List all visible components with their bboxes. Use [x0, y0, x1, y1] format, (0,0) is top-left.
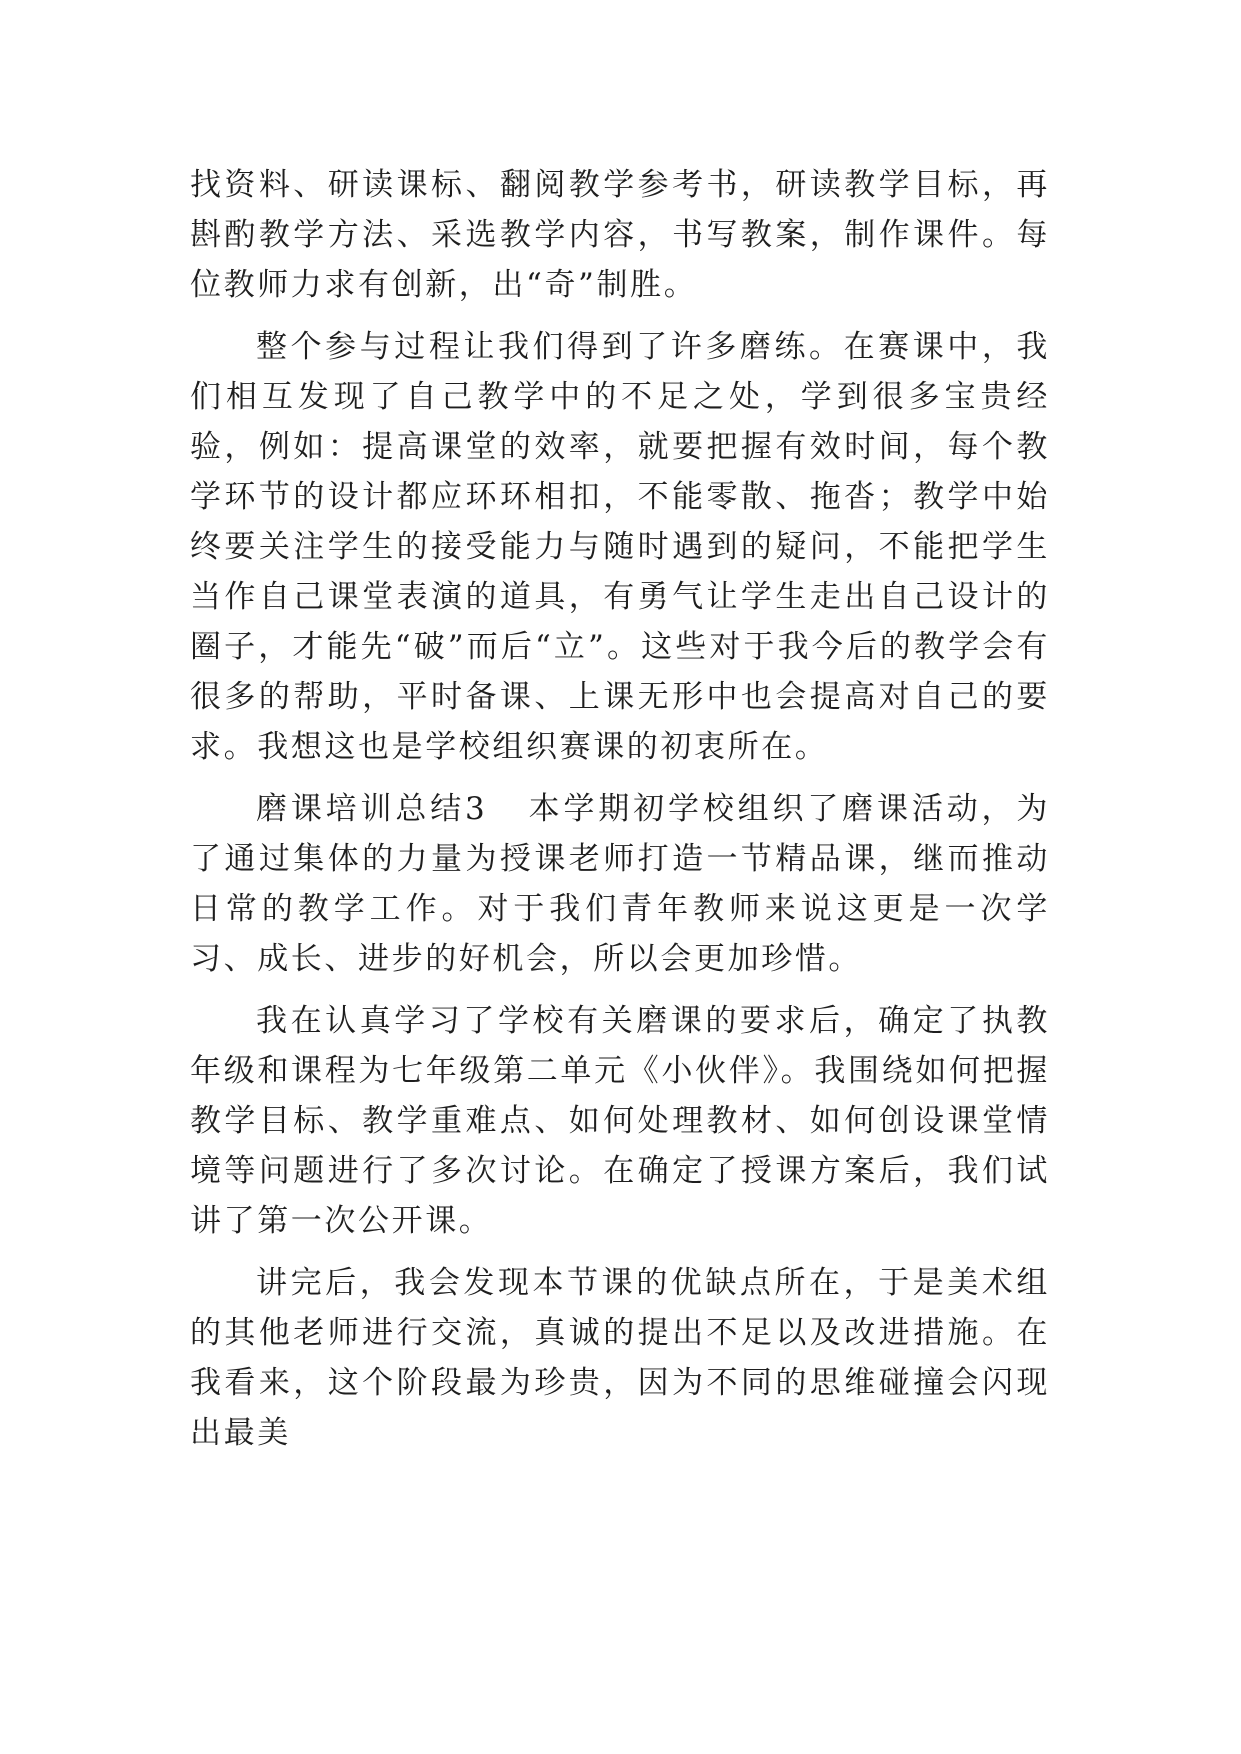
paragraph-5: 讲完后，我会发现本节课的优缺点所在，于是美术组的其他老师进行交流，真诚的提出不足以及改进措施。在我看来，这个阶段最为珍贵，因为不同的思维碰撞会闪现出最美: [190, 1265, 1050, 1451]
paragraph-1: 找资料、研读课标、翻阅教学参考书，研读教学目标，再斟酌教学方法、采选教学内容，书写教案，制作课件。每位教师力求有创新，出“奇”制胜。: [190, 167, 1050, 303]
document-body: [190, 160, 1050, 1470]
paragraph-3-text: 本学期初学校组织了磨课活动，为了通过集体的力量为授课老师打造一节精品课，继而推动日常的教学工作。对于我们青年教师来说这更是一次学习、成长、进步的好机会，所以会更加珍惜。: [190, 791, 1050, 977]
paragraph-2: 整个参与过程让我们得到了许多磨练。在赛课中，我们相互发现了自己教学中的不足之处，学到很多宝贵经验，例如：提高课堂的效率，就要把握有效时间，每个教学环节的设计都应环环相扣，不能零散、拖沓；教学中始终要关注学生的接受能力与随时遇到的疑问，不能把学生当作自己课堂表演的道具，有勇气让学生走出自己设计的圈子，才能先“破”而后“立”。这些对于我今后的教学会有很多的帮助，平时备课、上课无形中也会提高对自己的要求。我想这也是学校组织赛课的初衷所在。: [190, 329, 1050, 765]
section-heading: 磨课培训总结3: [256, 791, 488, 827]
paragraph-4: 我在认真学习了学校有关磨课的要求后，确定了执教年级和课程为七年级第二单元《小伙伴》。我围绕如何把握教学目标、教学重难点、如何处理教材、如何创设课堂情境等问题进行了多次讨论。在确定了授课方案后，我们试讲了第一次公开课。: [190, 1003, 1050, 1239]
paragraph-3: [190, 784, 1050, 984]
